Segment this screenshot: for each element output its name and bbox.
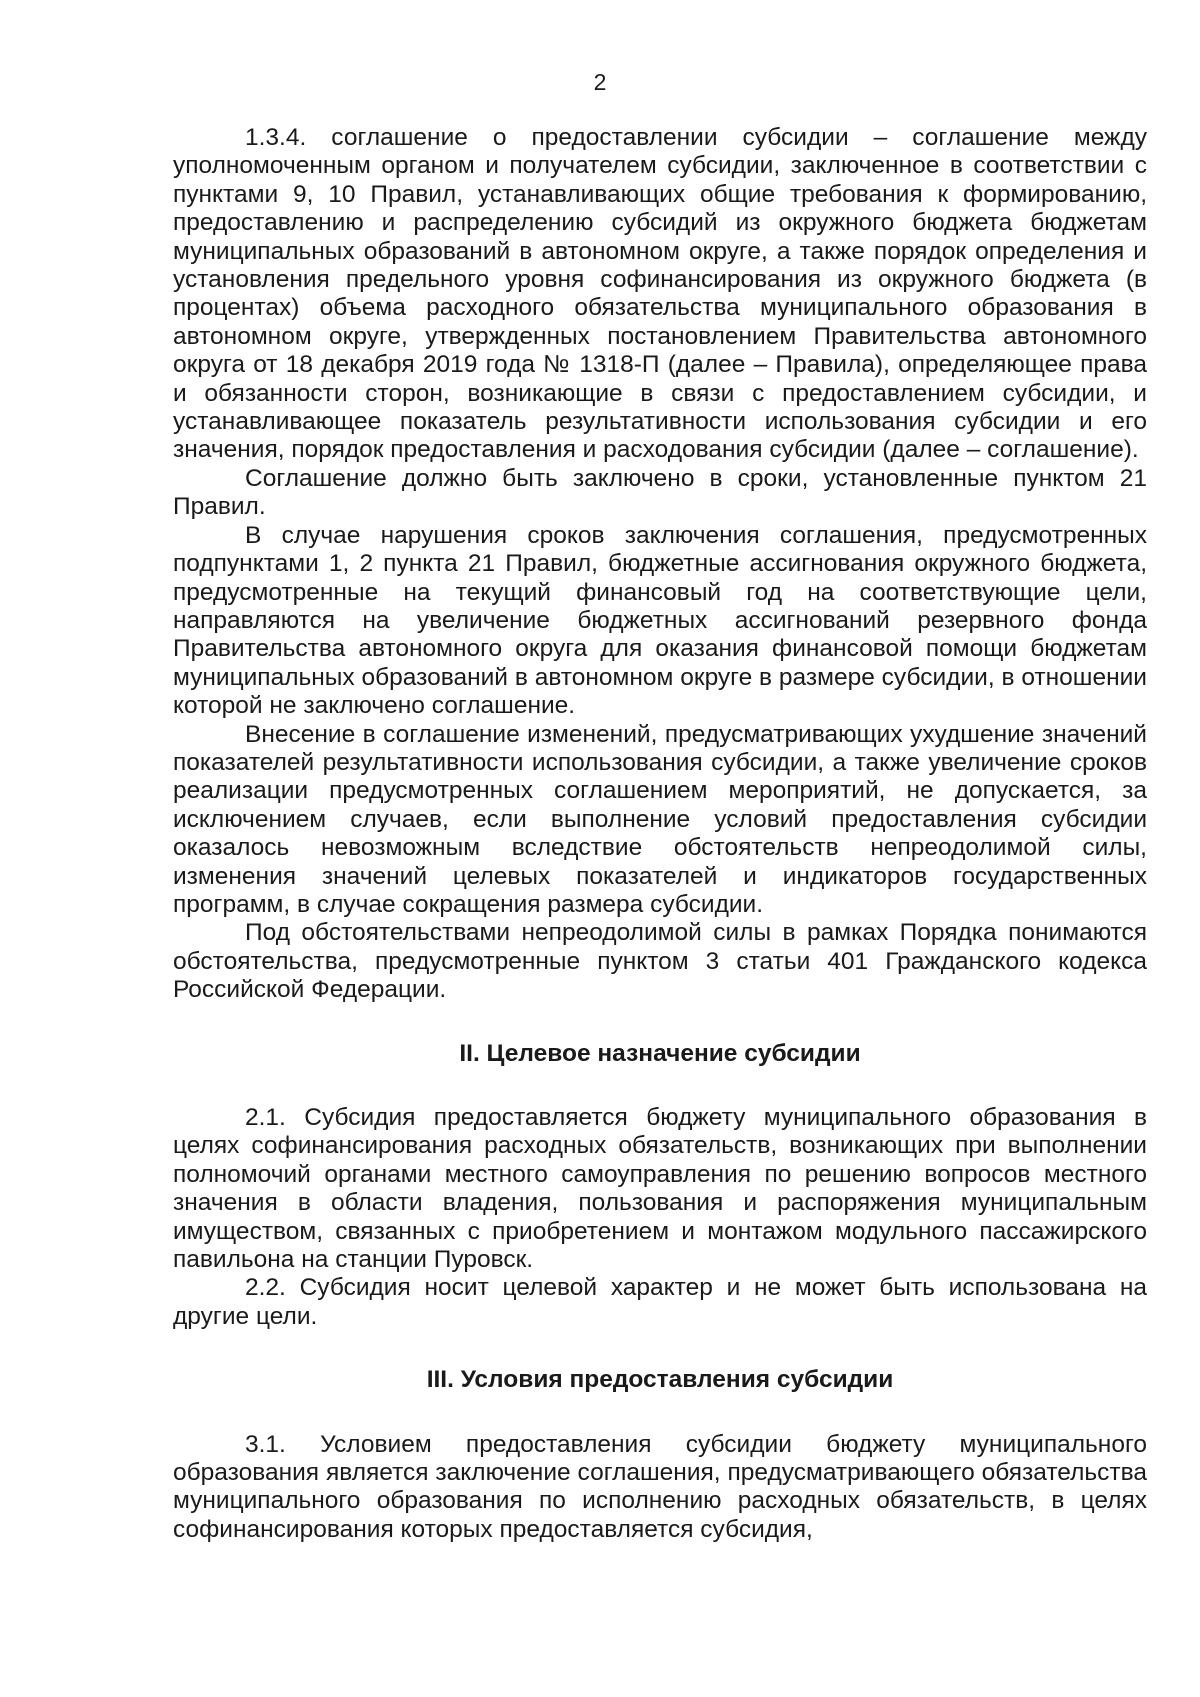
document-body bbox=[173, 124, 1147, 1544]
section-heading-conditions: III. Условия предоставления субсидии bbox=[426, 1366, 894, 1394]
section-heading-purpose: II. Целевое назначение субсидии bbox=[459, 1039, 861, 1067]
paragraph-1-3-4: 1.3.4. соглашение о предоставлении субсидии – соглашение между уполномоченным органом и получателем субсидии, заключенное в соответствии с пунктами 9, 10 Правил, устанавливающих общие требования к формированию, предоставлению и распределению субсидий из окружного бюджета бюджетам муниципальных образований в автономном округе, а также порядок определения и установления предельного уровня софинансирования из окружного бюджета (в процентах) объема расходного обязательства муниципального образования в автономном округе, утвержденных постановлением Правительства автономного округа от 18 декабря 2019 года № 1318-П (далее – Правила), определяющее права и обязанности сторон, возникающие в связи с предоставлением субсидии, и устанавливающее показатель результативности использования субсидии и его значения, порядок предоставления и расходования субсидии (далее – соглашение). bbox=[173, 124, 1147, 464]
paragraph-3-1: 3.1. Условием предоставления субсидии бюджету муниципального образования является заключение соглашения, предусматривающего обязательства муниципального образования по исполнению расходных обязательств, в целях софинансирования которых предоставляется субсидия, bbox=[173, 1430, 1147, 1543]
paragraph-2-2: 2.2. Субсидия носит целевой характер и не может быть использована на другие цели. bbox=[173, 1274, 1147, 1330]
paragraph-deadline-violation: В случае нарушения сроков заключения соглашения, предусмотренных подпунктами 1, 2 пункта 21 Правил, бюджетные ассигнования окружного бюджета, предусмотренные на текущий финансовый год на соответствующие цели, направляются на увеличение бюджетных ассигнований резервного фонда Правительства автономного округа для оказания финансовой помощи бюджетам муниципальных образований в автономном округе в размере субсидии, в отношении которой не заключено соглашение. bbox=[173, 521, 1147, 720]
paragraph-agreement-changes: Внесение в соглашение изменений, предусматривающих ухудшение значений показателей результативности использования субсидии, а также увеличение сроков реализации предусмотренных соглашением мероприятий, не допускается, за исключением случаев, если выполнение условий предоставления субсидии оказалось невозможным вследствие обстоятельств непреодолимой силы, изменения значений целевых показателей и индикаторов государственных программ, в случае сокращения размера субсидии. bbox=[173, 720, 1147, 918]
paragraph-agreement-deadline: Соглашение должно быть заключено в сроки, установленные пунктом 21 Правил. bbox=[173, 464, 1147, 521]
paragraph-force-majeure: Под обстоятельствами непреодолимой силы в рамках Порядка понимаются обстоятельства, предусмотренные пунктом 3 статьи 401 Гражданского кодекса Российской Федерации. bbox=[173, 919, 1147, 1004]
page-number: 2 bbox=[593, 69, 607, 95]
paragraph-2-1: 2.1. Субсидия предоставляется бюджету муниципального образования в целях софинансирования расходных обязательств, возникающих при выполнении полномочий органами местного самоуправления по решению вопросов местного значения в области владения, пользования и распоряжения муниципальным имуществом, связанных с приобретением и монтажом модульного пассажирского павильона на станции Пуровск. bbox=[173, 1104, 1147, 1274]
